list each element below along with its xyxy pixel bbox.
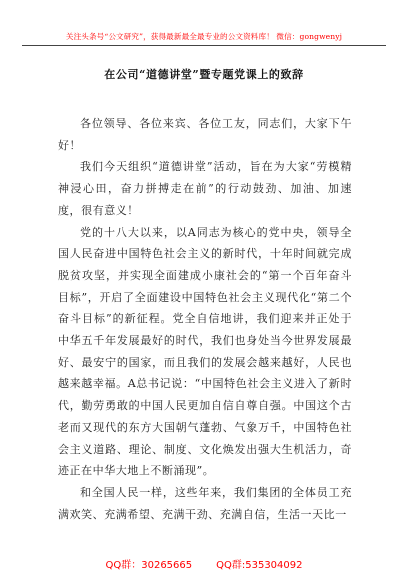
- document-title: 在公司“道德讲堂”暨专题党课上的致辞: [104, 68, 304, 81]
- paragraph: 我们今天组织“道德讲堂”活动，旨在为大家“劳模精神浸心田，奋力拼搏走在前”的行动鼓劲、加油、加速度，很有意义！: [58, 160, 352, 217]
- paragraph: 和全国人民一样，这些年来，我们集团的全体员工充满欢笑、充满希望、充满干劲、充满自信，生活一天比一: [58, 485, 352, 521]
- page-footer: [0, 556, 408, 571]
- document-body: [58, 113, 352, 525]
- footer-qq-group-1: QQ群：30265665: [105, 560, 193, 571]
- header-promo-text: 关注头条号“公文研究”，获得最新最全最专业的公文资料库！ 微信：gongwenyj: [65, 32, 343, 41]
- footer-qq-group-2: QQ群:535304092: [216, 560, 303, 571]
- paragraph: 各位领导、各位来宾、各位工友，同志们，大家下午好！: [58, 117, 352, 152]
- paragraph: 党的十八大以来，以A同志为核心的党中央，领导全国人民奋进中国特色社会主义的新时代，十年时间就完成脱贫攻坚，并实现全面建成小康社会的“第一个百年奋斗目标”，开启了全面建设中国特色社会主义现代化“第二个奋斗目标”的新征程。党全自信地讲，我们迎来并正处于中华五千年发展最好的时代，我们也身处当今世界发展最好、最安宁的国家，而且我们的发展会越来越好，人民也越来越幸福。A总书记说：“中国特色社会主义进入了新时代，勤劳勇敢的中国人民更加自信自尊自强。中国这个古老而又现代的东方大国朝气蓬勃、气象万千，中国特色社会主义道路、理论、制度、文化焕发出强大生机活力，奇迹正在中华大地上不断涌现”。: [58, 225, 352, 478]
- page-header: [22, 24, 386, 46]
